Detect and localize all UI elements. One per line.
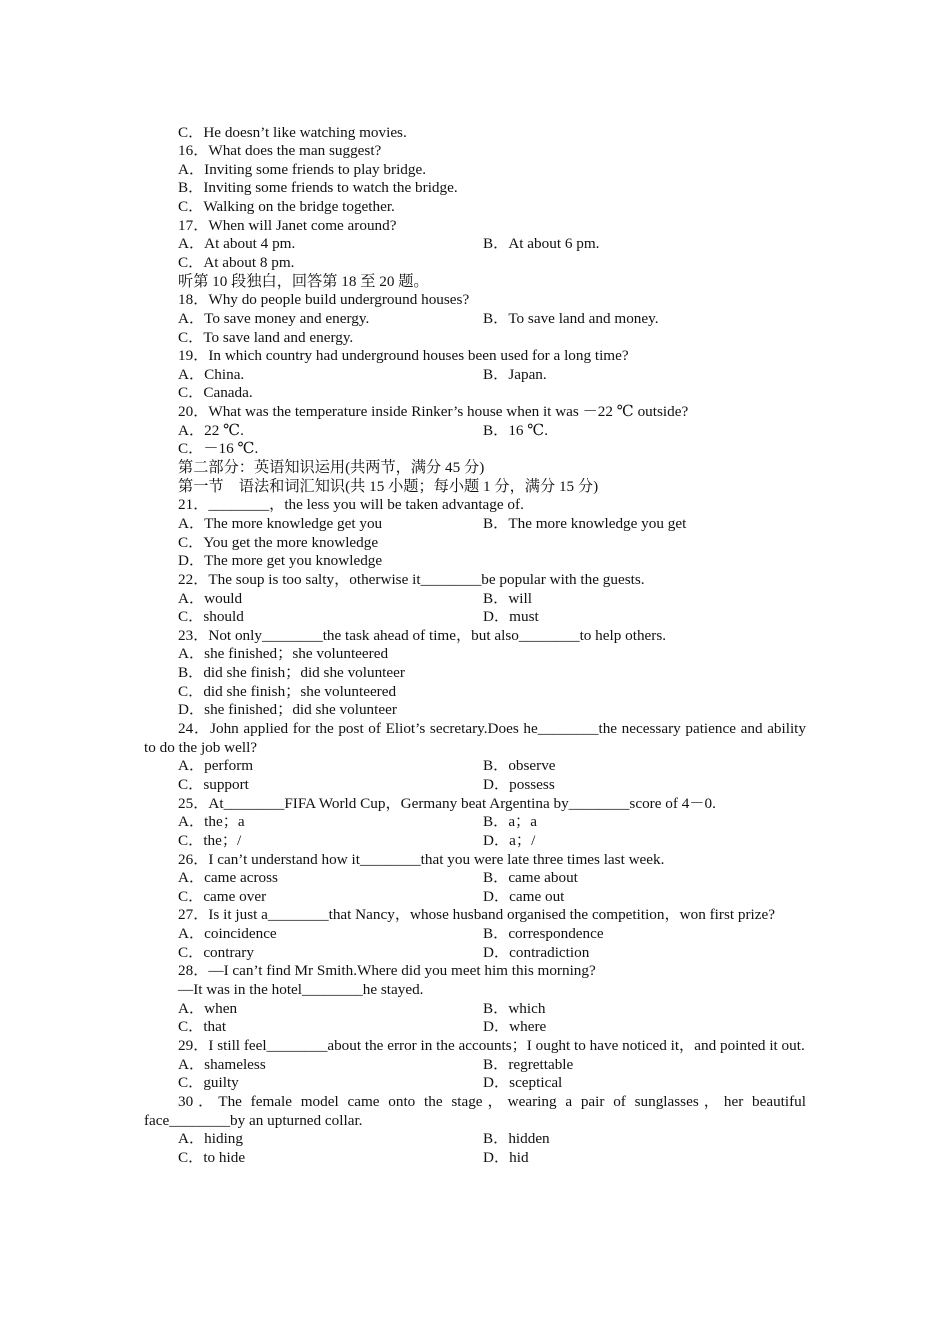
exam-line [144,925,806,944]
option-right: B．16 ℃. [483,421,549,439]
option-right: B．came about [483,869,578,887]
option-right: D．a；/ [483,831,536,849]
exam-line [144,235,806,254]
exam-line [144,422,806,441]
line-text: 第二部分：英语知识运用(共两节，满分 45 分) [178,459,485,477]
exam-line [144,273,806,292]
exam-line [144,757,806,776]
exam-line [144,142,806,161]
line-text: C．At about 8 pm. [178,253,295,271]
question-paragraph: 24．John applied for the post of Eliot’s secretary.Does he________the necessary patience and ability to do the job well? [144,720,806,756]
line-text: A．The more knowledge get you [178,514,383,532]
line-text: C．should [178,608,244,626]
line-text: C．that [178,1018,227,1036]
line-text: 19．In which country had underground houses been used for a long time? [178,347,629,365]
question-paragraph: 29．I still feel________about the error in the accounts；I ought to have noticed it，and pointed it out. [178,1036,805,1054]
question-paragraph: 30．The female model came onto the stage，wearing a pair of sunglasses，her beautiful face________by an upturned collar. [144,1092,806,1129]
line-text: A．To save money and energy. [178,309,370,327]
exam-line [144,888,806,907]
option-right: D．where [483,1018,547,1036]
exam-content [144,124,806,1168]
line-text: 22．The soup is too salty，otherwise it________be popular with the guests. [178,570,645,588]
line-text: A．At about 4 pm. [178,235,296,253]
option-right: B．which [483,999,546,1017]
line-text: C．Canada. [178,384,253,402]
line-text: C．came over [178,887,267,905]
line-text: C．You get the more knowledge [178,533,379,551]
exam-line [144,627,806,646]
exam-line [144,459,806,478]
option-right: B．Japan. [483,365,547,383]
line-text: D．The more get you knowledge [178,552,383,570]
option-right: D．possess [483,775,555,793]
exam-line [144,552,806,571]
exam-line [144,683,806,702]
line-text: 听第 10 段独白，回答第 18 至 20 题。 [178,272,429,290]
exam-line [144,179,806,198]
exam-line [144,571,806,590]
exam-line [144,515,806,534]
line-text: A．China. [178,365,245,383]
exam-line [144,590,806,609]
exam-line [144,608,806,627]
line-text: C．contrary [178,943,254,961]
line-text: A．hiding [178,1130,243,1148]
line-text: 26．I can’t understand how it________that you were late three times last week. [178,850,665,868]
exam-line [144,813,806,832]
option-right: B．correspondence [483,925,604,943]
line-text: A．shameless [178,1055,266,1073]
exam-line [144,329,806,348]
line-text: C．to hide [178,1148,246,1166]
exam-line [144,254,806,273]
exam-line [144,962,806,981]
line-text: A．when [178,999,238,1017]
line-text: C．the；/ [178,831,242,849]
exam-line [144,534,806,553]
option-right: D．hid [483,1148,529,1166]
exam-line [144,701,806,720]
exam-line [144,944,806,963]
option-right: B．The more knowledge you get [483,514,687,532]
exam-line [144,366,806,385]
option-right: B．hidden [483,1130,550,1148]
line-text: A．coincidence [178,925,277,943]
line-text: 28．—I can’t find Mr Smith.Where did you meet him this morning? [178,962,596,980]
exam-line [144,851,806,870]
line-text: A．perform [178,757,254,775]
line-text: C．did she finish；she volunteered [178,682,397,700]
exam-line [144,795,806,814]
line-text: A．the；a [178,813,245,831]
option-right: B．At about 6 pm. [483,235,600,253]
option-right: B．a；a [483,813,537,831]
exam-line [144,403,806,422]
line-text: C．To save land and energy. [178,328,354,346]
line-text: C．guilty [178,1074,239,1092]
exam-line [144,1149,806,1168]
exam-line [144,832,806,851]
exam-line [144,1130,806,1149]
line-text: B．did she finish；did she volunteer [178,664,405,682]
option-right: B．will [483,589,532,607]
line-text: 第一节 语法和词汇知识(共 15 小题；每小题 1 分，满分 15 分) [178,477,599,495]
exam-line [144,1074,806,1093]
exam-line [144,310,806,329]
line-text: C．－16 ℃. [178,440,259,458]
line-text: C．support [178,775,249,793]
line-text: 18．Why do people build underground houses? [178,291,470,309]
option-right: B．To save land and money. [483,309,659,327]
line-text: A．she finished；she volunteered [178,645,389,663]
line-text: A．would [178,589,243,607]
option-right: D．came out [483,887,565,905]
option-right: D．sceptical [483,1074,563,1092]
exam-line [144,161,806,180]
exam-line [144,1018,806,1037]
line-text: A．22 ℃. [178,421,244,439]
line-text: C．Walking on the bridge together. [178,198,395,216]
exam-line [144,496,806,515]
exam-line [144,1056,806,1075]
exam-line [144,384,806,403]
exam-line [144,198,806,217]
exam-line [144,124,806,143]
line-text: D．she finished；did she volunteer [178,701,397,719]
exam-line [144,1000,806,1019]
option-right: D．must [483,608,539,626]
line-text: 21．________，the less you will be taken advantage of. [178,496,524,514]
exam-line [144,217,806,236]
line-text: 23．Not only________the task ahead of time，but also________to help others. [178,626,667,644]
question-paragraph: 27．Is it just a________that Nancy，whose husband organised the competition，won first prize? [178,906,775,924]
exam-line [144,347,806,366]
exam-line [144,981,806,1000]
line-text: A．Inviting some friends to play bridge. [178,160,427,178]
exam-line [144,291,806,310]
option-right: B．observe [483,757,556,775]
line-text: B．Inviting some friends to watch the bridge. [178,179,458,197]
line-text: —It was in the hotel________he stayed. [178,981,424,999]
line-text: A．came across [178,869,278,887]
exam-line [144,645,806,664]
exam-line [144,664,806,683]
line-text: 17．When will Janet come around? [178,216,397,234]
line-text: C．He doesn’t like watching movies. [178,123,407,141]
option-right: B．regrettable [483,1055,574,1073]
exam-line [144,776,806,795]
exam-line [144,478,806,497]
line-text: 25．At________FIFA World Cup，Germany beat Argentina by________score of 4－0. [178,794,716,812]
line-text: 20．What was the temperature inside Rinker’s house when it was －22 ℃ outside? [178,403,689,421]
exam-line [144,440,806,459]
exam-line [144,869,806,888]
line-text: 16．What does the man suggest? [178,142,382,160]
option-right: D．contradiction [483,943,590,961]
